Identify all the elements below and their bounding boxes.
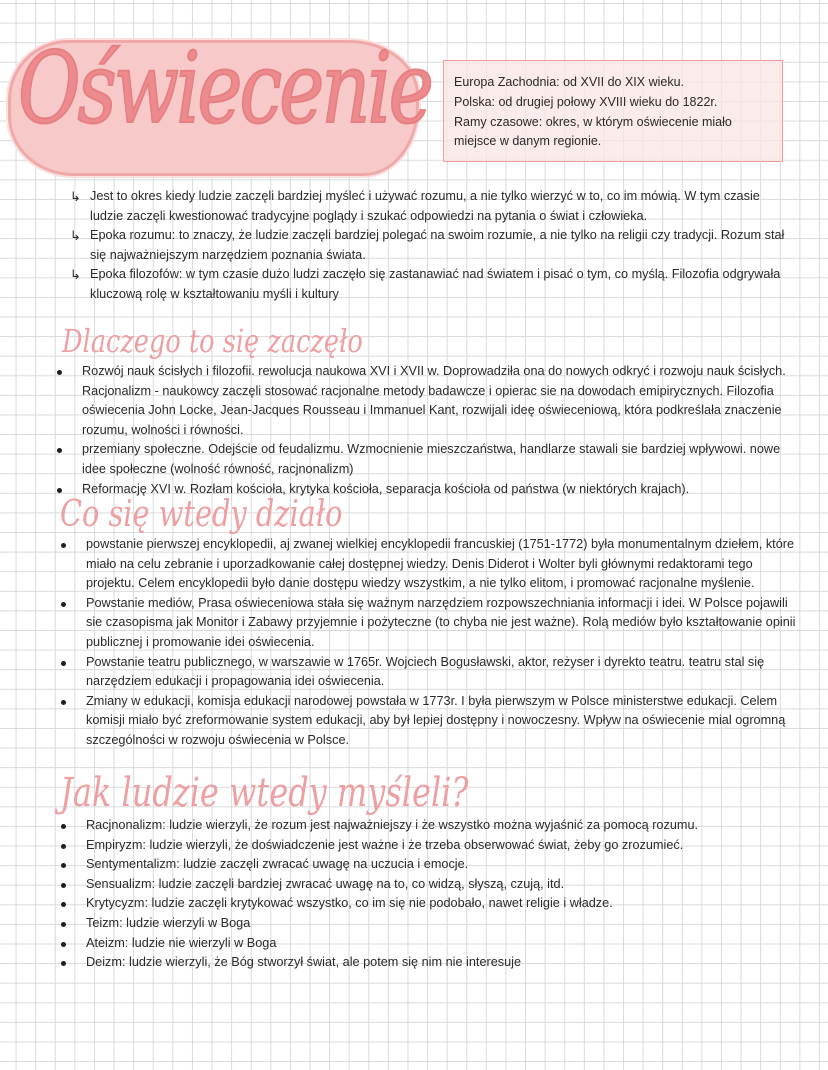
list-item: [82, 440, 794, 479]
events-list: [86, 535, 798, 751]
list-item: [86, 535, 798, 594]
bullet-icon: [61, 543, 66, 548]
bullet-icon: [61, 700, 66, 705]
bullet-icon: [61, 902, 66, 907]
bullet-icon: [61, 844, 66, 849]
item-text: Rozwój nauk ścisłych i filozofii. rewolucja naukowa XVI i XVII w. Doprowadziła ona do nowych odkryć i rozwoju nauk ścisłych. Racjonalizm - naukowcy zaczęli stosować racjonalne metody badawcze i opierac sie na dowodach emipirycznych. Filozofia oświecenia John Locke, Jean-Jacques Rousseau i Immanuel Kant, rozwijali ideę oświeceniową, która podkreślała znaczenie rozumu, wolności i równości.: [82, 364, 786, 437]
bullet-icon: [57, 370, 62, 375]
list-item: [86, 594, 798, 653]
list-item: [86, 875, 706, 895]
item-text: Empiryzm: ludzie wierzyli, że doświadczenie jest ważne i że trzeba obserwować świat, żeby go zrozumieć.: [86, 837, 684, 852]
info-box: [443, 60, 783, 162]
item-text: Ateizm: ludzie nie wierzyli w Boga: [86, 935, 277, 950]
item-text: Racjnonalizm: ludzie wierzyli, że rozum jest najważniejszy i że wszystko można wyjaśnić za pomocą rozumu.: [86, 818, 699, 832]
item-text: Powstanie mediów, Prasa oświeceniowa stała się ważnym narzędziem rozpowszechniania informacji i idei. W Polsce pojawili sie czasopisma jak Monitor i Zabawy przyjemnie i pożyteczne (to chyba nie jest ważne). Rolą mediów było kształtowanie opinii publicznej i promowanie idei oświecenia.: [86, 595, 796, 649]
info-line: Polska: od drugiej połowy XVIII wieku do 1822r.: [454, 94, 718, 109]
heading-thought: Jak ludzie wtedy myśleli?: [60, 770, 469, 816]
list-item: [86, 816, 706, 836]
item-text: Krytycyzm: ludzie zaczęli krytykować wszystko, co im się nie podobało, nawet religie i władze.: [86, 896, 613, 911]
item-text: Sentymentalizm: ludzie zaczęli zwracać uwagę na uczucia i emocje.: [86, 857, 469, 872]
why-list: [82, 362, 794, 499]
list-item: [70, 265, 790, 304]
bullet-icon: [61, 883, 66, 888]
page-title: Oświecenie: [18, 32, 431, 146]
item-text: powstanie pierwszej encyklopedii, aj zwanej wielkiej encyklopedii francuskiej (1751-1772) była monumentalnym dziełem, które miało na celu zebranie i uporzadkowanie całej dostępnej wiedzy. Denis Diderot i Wolter byli głównymi redaktorami tego projektu. Celem encyklopedii było danie dostępu wiedzy wszystkim, a nie tylko elitom, i promować racjonalne myślenie.: [86, 537, 795, 591]
item-text: Reformację XVI w. Rozłam kościoła, krytyka kościoła, separacja kościoła od państwa (w niektórych krajach).: [82, 481, 690, 496]
intro-list: [70, 187, 790, 305]
list-item: [82, 362, 794, 440]
bullet-icon: [57, 488, 62, 493]
arrow-icon: ↳: [70, 267, 81, 283]
list-item: [86, 914, 706, 934]
item-text: Deizm: ludzie wierzyli, że Bóg stworzył świat, ale potem się nim nie interesuje: [86, 955, 522, 970]
list-item: [86, 894, 706, 914]
item-text: Epoka filozofów: w tym czasie dużo ludzi zaczęło się zastanawiać nad światem i pisać o tym, co myślą. Filozofia odgrywała kluczową rolę w kształtowaniu myśli i kultury: [90, 267, 781, 301]
bullet-icon: [61, 942, 66, 947]
item-text: Sensualizm: ludzie zaczęli bardziej zwracać uwagę na to, co widzą, słyszą, czują, itd.: [86, 876, 565, 891]
item-text: przemiany społeczne. Odejście od feudalizmu. Wzmocnienie mieszczaństwa, handlarze stawali sie bardziej wpływowi. nowe idee społeczne (wolność równość, racjnonalizm): [82, 442, 781, 476]
item-text: Jest to okres kiedy ludzie zaczęli bardziej myśleć i używać rozumu, a nie tylko wierzyć w to, co im mówią. W tym czasie ludzie zaczęli kwestionować tradycyjne poglądy i szukać odpowiedzi na pytania o świat i człowieka.: [90, 189, 760, 223]
list-item: [70, 226, 790, 265]
list-item: [86, 653, 798, 692]
bullet-icon: [61, 863, 66, 868]
list-item: [86, 953, 706, 973]
bullet-icon: [61, 961, 66, 966]
item-text: Zmiany w edukacji, komisja edukacji narodowej powstała w 1773r. I była pierwszym w Polsce ministerstwe edukacji. Celem komisji miało być zreformowanie system edukacji, aby był lepiej dostępny i nowoczesny. Wpływ na oświecenie mial ogromną szczególności w rozwoju oświecenia w Polsce.: [86, 693, 786, 747]
heading-why: Dlaczego to się zaczęło: [62, 322, 363, 360]
info-line: miejsce w danym regionie.: [454, 134, 602, 149]
item-text: Epoka rozumu: to znaczy, że ludzie zaczęli bardziej polegać na swoim rozumie, a nie tylko na religii czy tradycji. Rozum stał się najważniejszym narzędziem poznania świata.: [90, 228, 785, 262]
list-item: [86, 692, 798, 751]
heading-events: Co się wtedy działo: [60, 494, 343, 535]
list-item: [86, 836, 706, 856]
thought-list: [86, 816, 706, 973]
item-text: Teizm: ludzie wierzyli w Boga: [86, 915, 251, 930]
bullet-icon: [57, 448, 62, 453]
arrow-icon: ↳: [70, 189, 81, 204]
bullet-icon: [61, 661, 66, 666]
bullet-icon: [61, 824, 66, 829]
bullet-icon: [61, 922, 66, 927]
info-line: Ramy czasowe: okres, w którym oświecenie miało: [454, 114, 732, 129]
list-item: [86, 855, 706, 875]
list-item: [70, 187, 790, 226]
item-text: Powstanie teatru publicznego, w warszawie w 1765r. Wojciech Bogusławski, aktor, reżyser i dyrekto teatru. teatru stal się narzędziem edukacji i propagowania idei oświecenia.: [86, 654, 765, 689]
bullet-icon: [61, 602, 66, 607]
arrow-icon: ↳: [70, 228, 81, 244]
info-line: Europa Zachodnia: od XVII do XIX wieku.: [454, 75, 684, 89]
list-item: [86, 934, 706, 954]
